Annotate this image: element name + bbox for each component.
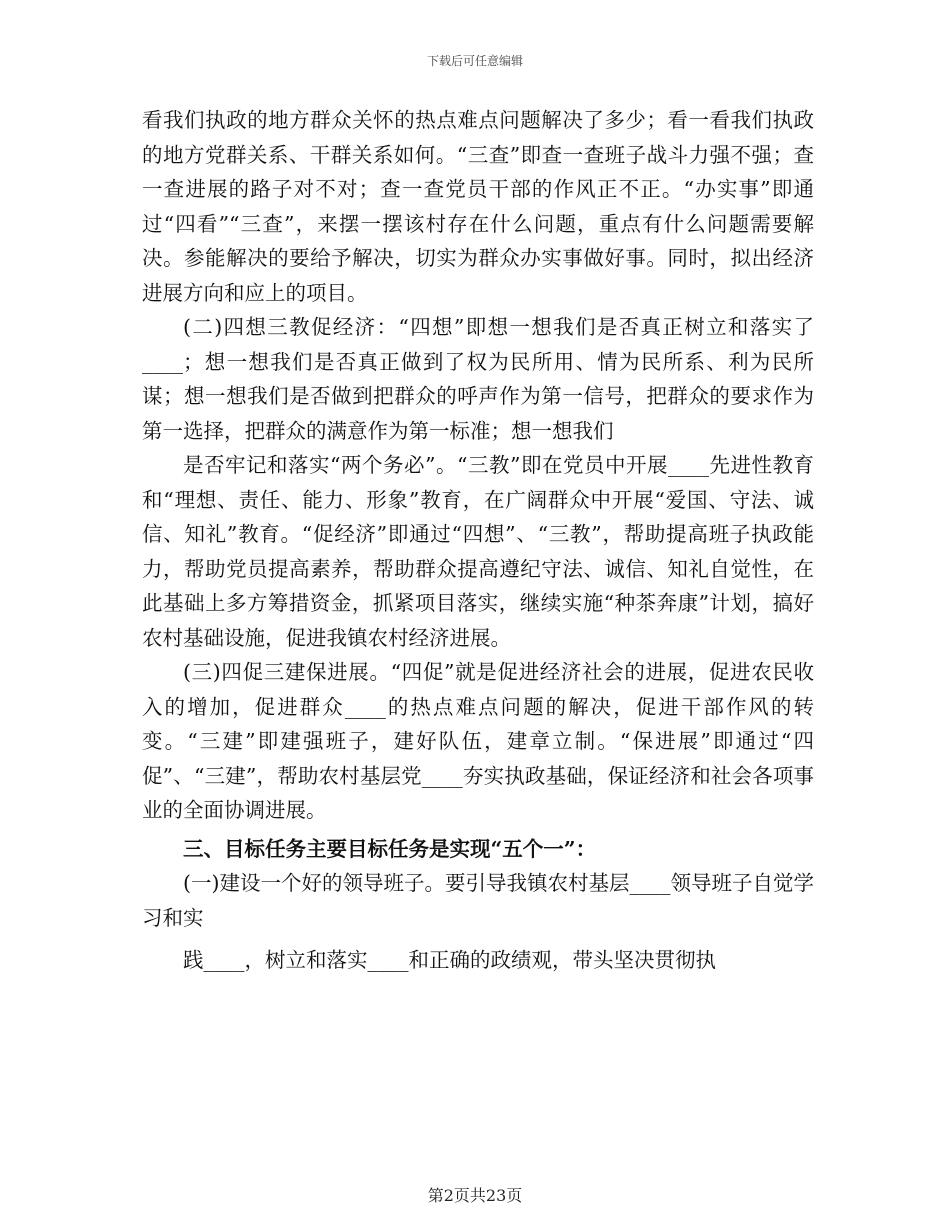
paragraph-4: (三)四促三建保进展。“四促”就是促进经济社会的进展，促进农民收入的增加，促进群众____的热点难点问题的解决，促进干部作风的转变。“三建”即建强班子，建好队伍，建章立制。“保进展”即通过“四促”、“三建”，帮助农村基层党____夯实执政基础，保证经济和社会各项事业的全面协调进展。 [142, 660, 814, 822]
paragraph-5: (一)建设一个好的领导班子。要引导我镇农村基层____领导班子自觉学习和实 [142, 871, 814, 930]
page-footer: 第2页共23页 [427, 1186, 523, 1205]
paragraph-1: 看我们执政的地方群众关怀的热点难点问题解决了多少；看一看我们执政的地方党群关系、干群关系如何。“三查”即查一查班子战斗力强不强；查一查进展的路子对不对；查一查党员干部的作风正不正。“办实事”即通过“四看”“三查”，来摆一摆该村存在什么问题，重点有什么问题需要解决。参能解决的要给予解决，切实为群众办实事做好事。同时，拟出经济进展方向和应上的项目。 [142, 108, 814, 305]
paragraph-6: 践____，树立和落实____和正确的政绩观，带头坚决贯彻执 [183, 948, 716, 972]
section-heading: 三、目标任务主要目标任务是实现“五个一”： [183, 836, 597, 861]
document-body [142, 103, 814, 978]
paragraph-2: (二)四想三教促经济：“四想”即想一想我们是否真正树立和落实了____；想一想我们是否真正做到了权为民所用、情为民所系、利为民所谋；想一想我们是否做到把群众的呼声作为第一信号，把群众的要求作为第一选择，把群众的满意作为第一标准；想一想我们 [142, 315, 814, 443]
page-header: 下载后可任意编辑 [426, 54, 523, 68]
paragraph-3: 是否牢记和落实“两个务必”。“三教”即在党员中开展____先进性教育和“理想、责任、能力、形象”教育，在广阔群众中开展“爱国、守法、诚信、知礼”教育。“促经济”即通过“四想”、“三教”，帮助提高班子执政能力，帮助党员提高素养，帮助群众提高遵纪守法、诚信、知礼自觉性，在此基础上多方筹措资金，抓紧项目落实，继续实施“种茶奔康”计划，搞好农村基础设施，促进我镇农村经济进展。 [142, 453, 814, 650]
